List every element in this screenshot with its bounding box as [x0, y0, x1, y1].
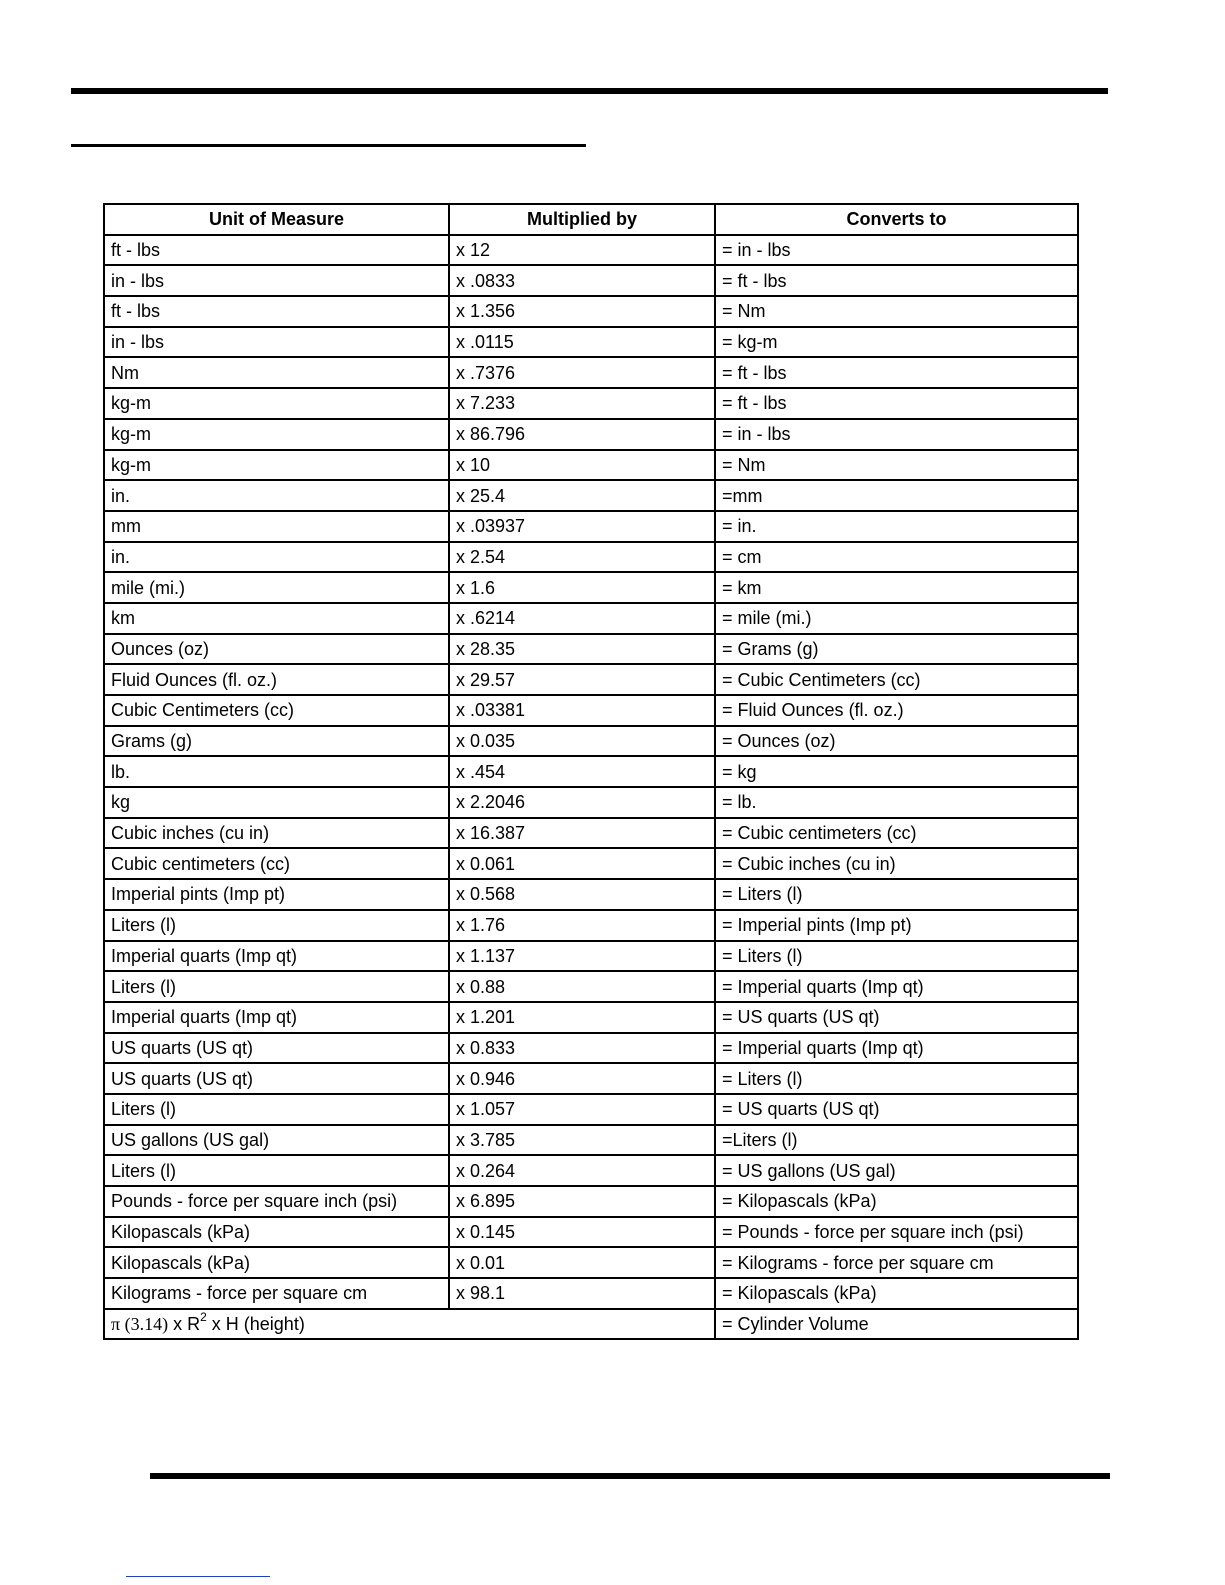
cell-unit-of-measure: mm [104, 511, 449, 542]
cell-converts-to: =mm [715, 480, 1078, 511]
table-row [104, 1278, 1078, 1309]
table-row [104, 634, 1078, 665]
cell-multiplied-by: x 6.895 [449, 1186, 715, 1217]
table-row [104, 971, 1078, 1002]
footer-rule [150, 1473, 1110, 1479]
formula-result: = Cylinder Volume [715, 1309, 1078, 1340]
cell-converts-to: = Kilopascals (kPa) [715, 1186, 1078, 1217]
cell-unit-of-measure: Imperial quarts (Imp qt) [104, 941, 449, 972]
cell-unit-of-measure: Liters (l) [104, 1155, 449, 1186]
table-row [104, 1217, 1078, 1248]
table-row [104, 327, 1078, 358]
cell-converts-to: = Nm [715, 450, 1078, 481]
formula-row [104, 1309, 1078, 1340]
footer-link-underline [126, 1576, 270, 1577]
table-row [104, 480, 1078, 511]
table-row [104, 235, 1078, 266]
formula-pi: π (3.14) [111, 1314, 169, 1335]
table-row [104, 910, 1078, 941]
cell-multiplied-by: x 0.01 [449, 1247, 715, 1278]
cell-multiplied-by: x 1.76 [449, 910, 715, 941]
cell-multiplied-by: x .0833 [449, 265, 715, 296]
cell-unit-of-measure: Ounces (oz) [104, 634, 449, 665]
cell-unit-of-measure: US quarts (US qt) [104, 1063, 449, 1094]
cell-multiplied-by: x 1.356 [449, 296, 715, 327]
cell-converts-to: = in - lbs [715, 419, 1078, 450]
cell-converts-to: = Ounces (oz) [715, 726, 1078, 757]
cell-unit-of-measure: Pounds - force per square inch (psi) [104, 1186, 449, 1217]
cell-unit-of-measure: Cubic inches (cu in) [104, 818, 449, 849]
table-row [104, 879, 1078, 910]
table-row [104, 1033, 1078, 1064]
table-row [104, 603, 1078, 634]
cell-multiplied-by: x 16.387 [449, 818, 715, 849]
cell-multiplied-by: x 1.201 [449, 1002, 715, 1033]
cell-unit-of-measure: kg [104, 787, 449, 818]
cell-converts-to: = Kilopascals (kPa) [715, 1278, 1078, 1309]
cell-multiplied-by: x 0.833 [449, 1033, 715, 1064]
table-row [104, 1002, 1078, 1033]
cell-converts-to: = Imperial quarts (Imp qt) [715, 971, 1078, 1002]
cell-unit-of-measure: km [104, 603, 449, 634]
cell-multiplied-by: x 0.145 [449, 1217, 715, 1248]
cell-multiplied-by: x 1.057 [449, 1094, 715, 1125]
cell-unit-of-measure: US quarts (US qt) [104, 1033, 449, 1064]
cell-converts-to: = ft - lbs [715, 265, 1078, 296]
table-row [104, 726, 1078, 757]
cell-multiplied-by: x 0.88 [449, 971, 715, 1002]
cell-multiplied-by: x 10 [449, 450, 715, 481]
table-row [104, 1094, 1078, 1125]
cell-converts-to: = Liters (l) [715, 941, 1078, 972]
cell-converts-to: = US gallons (US gal) [715, 1155, 1078, 1186]
title-underline-rule [71, 144, 586, 147]
table-row [104, 572, 1078, 603]
cell-unit-of-measure: Liters (l) [104, 910, 449, 941]
cell-unit-of-measure: ft - lbs [104, 235, 449, 266]
cell-converts-to: = ft - lbs [715, 357, 1078, 388]
cell-converts-to: =Liters (l) [715, 1125, 1078, 1156]
table-row [104, 542, 1078, 573]
header-rule [71, 88, 1108, 94]
cell-unit-of-measure: Kilograms - force per square cm [104, 1278, 449, 1309]
cell-unit-of-measure: Imperial quarts (Imp qt) [104, 1002, 449, 1033]
cell-converts-to: = US quarts (US qt) [715, 1002, 1078, 1033]
cell-multiplied-by: x 0.946 [449, 1063, 715, 1094]
cell-multiplied-by: x 2.54 [449, 542, 715, 573]
cell-converts-to: = cm [715, 542, 1078, 573]
table-row [104, 1125, 1078, 1156]
conversion-table [103, 203, 1079, 1340]
cell-multiplied-by: x 0.568 [449, 879, 715, 910]
cell-multiplied-by: x 98.1 [449, 1278, 715, 1309]
cell-converts-to: = Grams (g) [715, 634, 1078, 665]
cell-unit-of-measure: in. [104, 480, 449, 511]
cell-multiplied-by: x 25.4 [449, 480, 715, 511]
table-row [104, 695, 1078, 726]
cell-multiplied-by: x 0.035 [449, 726, 715, 757]
cell-converts-to: = Kilograms - force per square cm [715, 1247, 1078, 1278]
cell-unit-of-measure: ft - lbs [104, 296, 449, 327]
cell-converts-to: = mile (mi.) [715, 603, 1078, 634]
table-row [104, 388, 1078, 419]
cell-converts-to: = lb. [715, 787, 1078, 818]
cylinder-volume-formula [104, 1309, 715, 1340]
table-row [104, 756, 1078, 787]
cell-unit-of-measure: US gallons (US gal) [104, 1125, 449, 1156]
table-row [104, 265, 1078, 296]
cell-unit-of-measure: Kilopascals (kPa) [104, 1247, 449, 1278]
cell-unit-of-measure: mile (mi.) [104, 572, 449, 603]
table-row [104, 419, 1078, 450]
cell-multiplied-by: x 86.796 [449, 419, 715, 450]
cell-unit-of-measure: in. [104, 542, 449, 573]
cell-multiplied-by: x 29.57 [449, 664, 715, 695]
cell-unit-of-measure: Nm [104, 357, 449, 388]
table-row [104, 357, 1078, 388]
cell-unit-of-measure: Grams (g) [104, 726, 449, 757]
cell-converts-to: = Imperial pints (Imp pt) [715, 910, 1078, 941]
cell-multiplied-by: x .03381 [449, 695, 715, 726]
cell-converts-to: = in. [715, 511, 1078, 542]
table-row [104, 1247, 1078, 1278]
cell-multiplied-by: x 0.061 [449, 848, 715, 879]
cell-multiplied-by: x 0.264 [449, 1155, 715, 1186]
table-row [104, 511, 1078, 542]
cell-unit-of-measure: lb. [104, 756, 449, 787]
formula-height: x H (height) [206, 1314, 305, 1335]
table-row [104, 1186, 1078, 1217]
cell-converts-to: = Nm [715, 296, 1078, 327]
cell-unit-of-measure: Fluid Ounces (fl. oz.) [104, 664, 449, 695]
cell-converts-to: = km [715, 572, 1078, 603]
cell-unit-of-measure: Liters (l) [104, 971, 449, 1002]
cell-converts-to: = Pounds - force per square inch (psi) [715, 1217, 1078, 1248]
table-row [104, 787, 1078, 818]
cell-converts-to: = Liters (l) [715, 1063, 1078, 1094]
cell-multiplied-by: x .6214 [449, 603, 715, 634]
table-row [104, 1155, 1078, 1186]
cell-converts-to: = kg [715, 756, 1078, 787]
table-row [104, 450, 1078, 481]
cell-unit-of-measure: kg-m [104, 388, 449, 419]
cell-unit-of-measure: Cubic centimeters (cc) [104, 848, 449, 879]
cell-converts-to: = Liters (l) [715, 879, 1078, 910]
table-row [104, 1063, 1078, 1094]
cell-unit-of-measure: in - lbs [104, 327, 449, 358]
cell-multiplied-by: x 12 [449, 235, 715, 266]
cell-multiplied-by: x .454 [449, 756, 715, 787]
cell-converts-to: = US quarts (US qt) [715, 1094, 1078, 1125]
table-header-row [104, 204, 1078, 235]
header-unit-of-measure: Unit of Measure [104, 204, 449, 235]
cell-unit-of-measure: Kilopascals (kPa) [104, 1217, 449, 1248]
table-row [104, 848, 1078, 879]
formula-radius: x R [168, 1314, 201, 1335]
cell-converts-to: = kg-m [715, 327, 1078, 358]
cell-converts-to: = Imperial quarts (Imp qt) [715, 1033, 1078, 1064]
cell-unit-of-measure: Imperial pints (Imp pt) [104, 879, 449, 910]
header-multiplied-by: Multiplied by [449, 204, 715, 235]
cell-converts-to: = in - lbs [715, 235, 1078, 266]
cell-converts-to: = Cubic Centimeters (cc) [715, 664, 1078, 695]
cell-converts-to: = ft - lbs [715, 388, 1078, 419]
cell-multiplied-by: x 7.233 [449, 388, 715, 419]
cell-unit-of-measure: in - lbs [104, 265, 449, 296]
table-row [104, 296, 1078, 327]
cell-converts-to: = Fluid Ounces (fl. oz.) [715, 695, 1078, 726]
cell-converts-to: = Cubic inches (cu in) [715, 848, 1078, 879]
cell-converts-to: = Cubic centimeters (cc) [715, 818, 1078, 849]
cell-multiplied-by: x 28.35 [449, 634, 715, 665]
cell-multiplied-by: x 2.2046 [449, 787, 715, 818]
formula-exponent: 2 [200, 1310, 207, 1325]
cell-unit-of-measure: kg-m [104, 419, 449, 450]
table-row [104, 664, 1078, 695]
header-converts-to: Converts to [715, 204, 1078, 235]
cell-multiplied-by: x .03937 [449, 511, 715, 542]
table-row [104, 818, 1078, 849]
table-row [104, 941, 1078, 972]
table-body [104, 235, 1078, 1309]
cell-unit-of-measure: Liters (l) [104, 1094, 449, 1125]
cell-unit-of-measure: Cubic Centimeters (cc) [104, 695, 449, 726]
cell-multiplied-by: x .0115 [449, 327, 715, 358]
cell-multiplied-by: x 1.137 [449, 941, 715, 972]
cell-unit-of-measure: kg-m [104, 450, 449, 481]
cell-multiplied-by: x 3.785 [449, 1125, 715, 1156]
cell-multiplied-by: x 1.6 [449, 572, 715, 603]
cell-multiplied-by: x .7376 [449, 357, 715, 388]
